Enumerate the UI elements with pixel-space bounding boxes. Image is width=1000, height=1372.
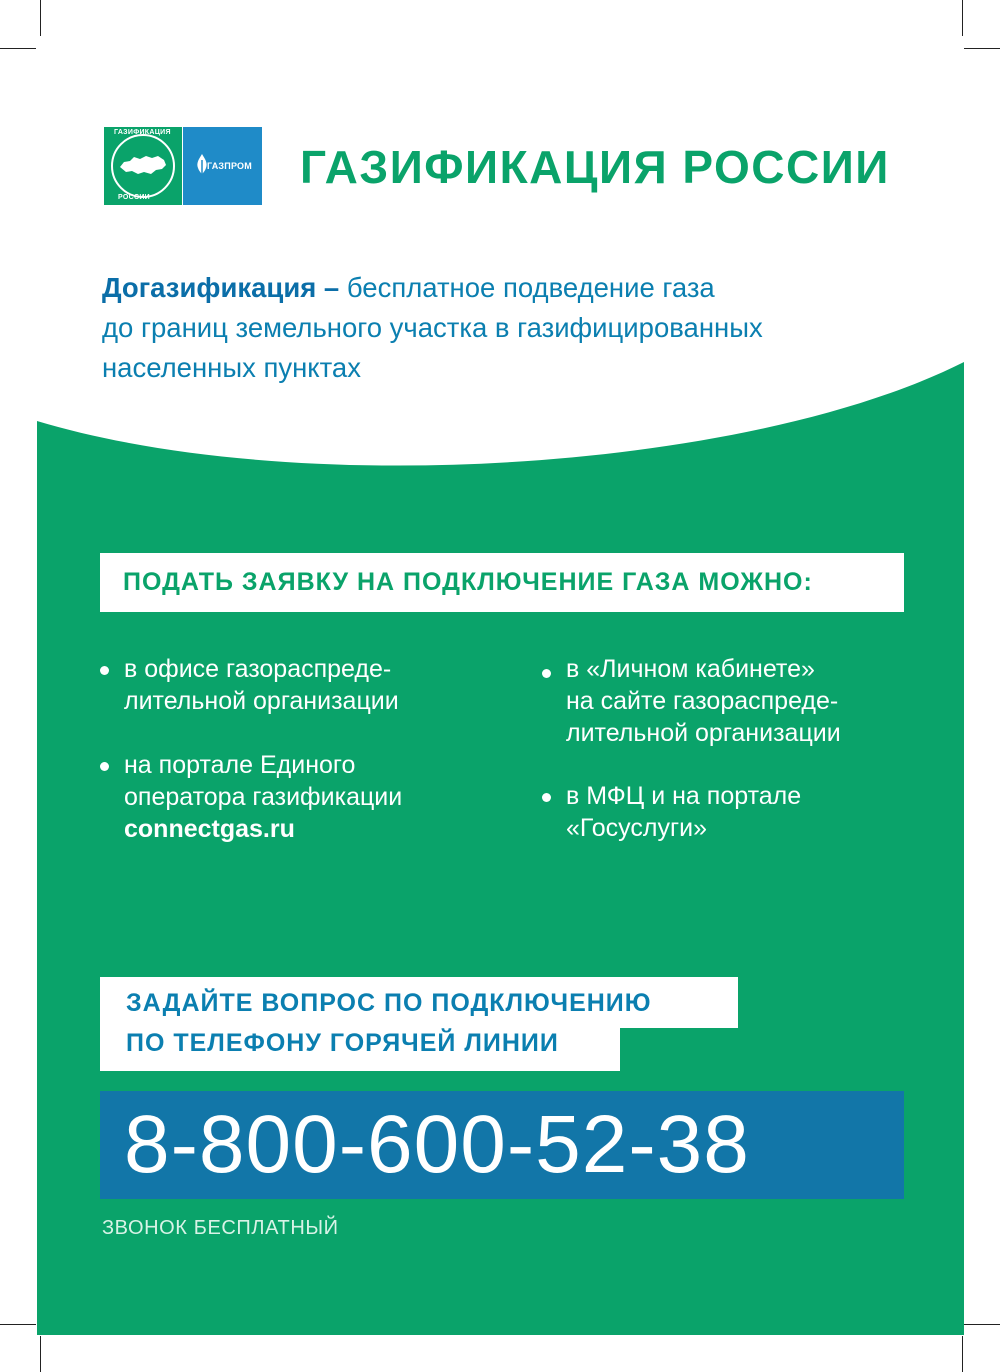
logo-ring-text-top: ГАЗИФИКАЦИЯ bbox=[114, 129, 171, 136]
gasification-russia-logo bbox=[104, 127, 182, 205]
intro-line-2: до границ земельного участка в газифицированных bbox=[102, 312, 763, 343]
logo-ring-text-bottom: РОССИИ bbox=[118, 194, 150, 201]
list-item-line: в офисе газораспреде- bbox=[124, 655, 392, 683]
bullet-icon bbox=[542, 793, 551, 802]
list-item-line: в МФЦ и на портале bbox=[566, 782, 802, 810]
apply-left-column bbox=[100, 653, 402, 845]
apply-heading: ПОДАТЬ ЗАЯВКУ НА ПОДКЛЮЧЕНИЕ ГАЗА МОЖНО: bbox=[100, 553, 904, 612]
bullet-icon bbox=[100, 666, 109, 675]
list-item bbox=[542, 653, 841, 749]
list-item bbox=[542, 780, 841, 844]
hotline-heading-line-1: ЗАДАЙТЕ ВОПРОС ПО ПОДКЛЮЧЕНИЮ bbox=[100, 977, 738, 1028]
free-call-note: ЗВОНОК БЕСПЛАТНЫЙ bbox=[102, 1217, 339, 1239]
list-item-line: на портале Единого bbox=[124, 751, 356, 779]
bullet-icon bbox=[542, 669, 551, 678]
bullet-icon bbox=[100, 762, 109, 771]
intro-line-1 bbox=[102, 268, 922, 308]
intro-term: Догазификация – bbox=[102, 272, 340, 303]
hotline-phone-number[interactable]: 8-800-600-52-38 bbox=[100, 1091, 904, 1199]
list-item-line: в «Личном кабинете» bbox=[566, 655, 815, 683]
list-item-line: «Госуслуги» bbox=[566, 814, 707, 842]
intro-line-3: населенных пунктах bbox=[102, 352, 361, 383]
list-item bbox=[100, 749, 402, 845]
intro-text bbox=[102, 268, 922, 388]
list-item-line: лительной организации bbox=[124, 687, 399, 715]
hotline-heading-line-2: ПО ТЕЛЕФОНУ ГОРЯЧЕЙ ЛИНИИ bbox=[100, 1020, 620, 1071]
connectgas-link[interactable]: connectgas.ru bbox=[124, 815, 295, 843]
intro-line-1-rest: бесплатное подведение газа bbox=[339, 272, 715, 303]
list-item-line: оператора газификации bbox=[124, 783, 403, 811]
brand-logo bbox=[104, 127, 262, 205]
gazprom-logo-text: ГАЗПРОМ bbox=[207, 161, 252, 171]
page-title: ГАЗИФИКАЦИЯ РОССИИ bbox=[300, 141, 890, 193]
list-item-line: лительной организации bbox=[566, 719, 841, 747]
gazprom-logo bbox=[183, 127, 262, 205]
list-item-line: на сайте газораспреде- bbox=[566, 687, 839, 715]
apply-right-column bbox=[542, 653, 841, 844]
russia-map-icon bbox=[118, 153, 168, 177]
list-item bbox=[100, 653, 402, 717]
